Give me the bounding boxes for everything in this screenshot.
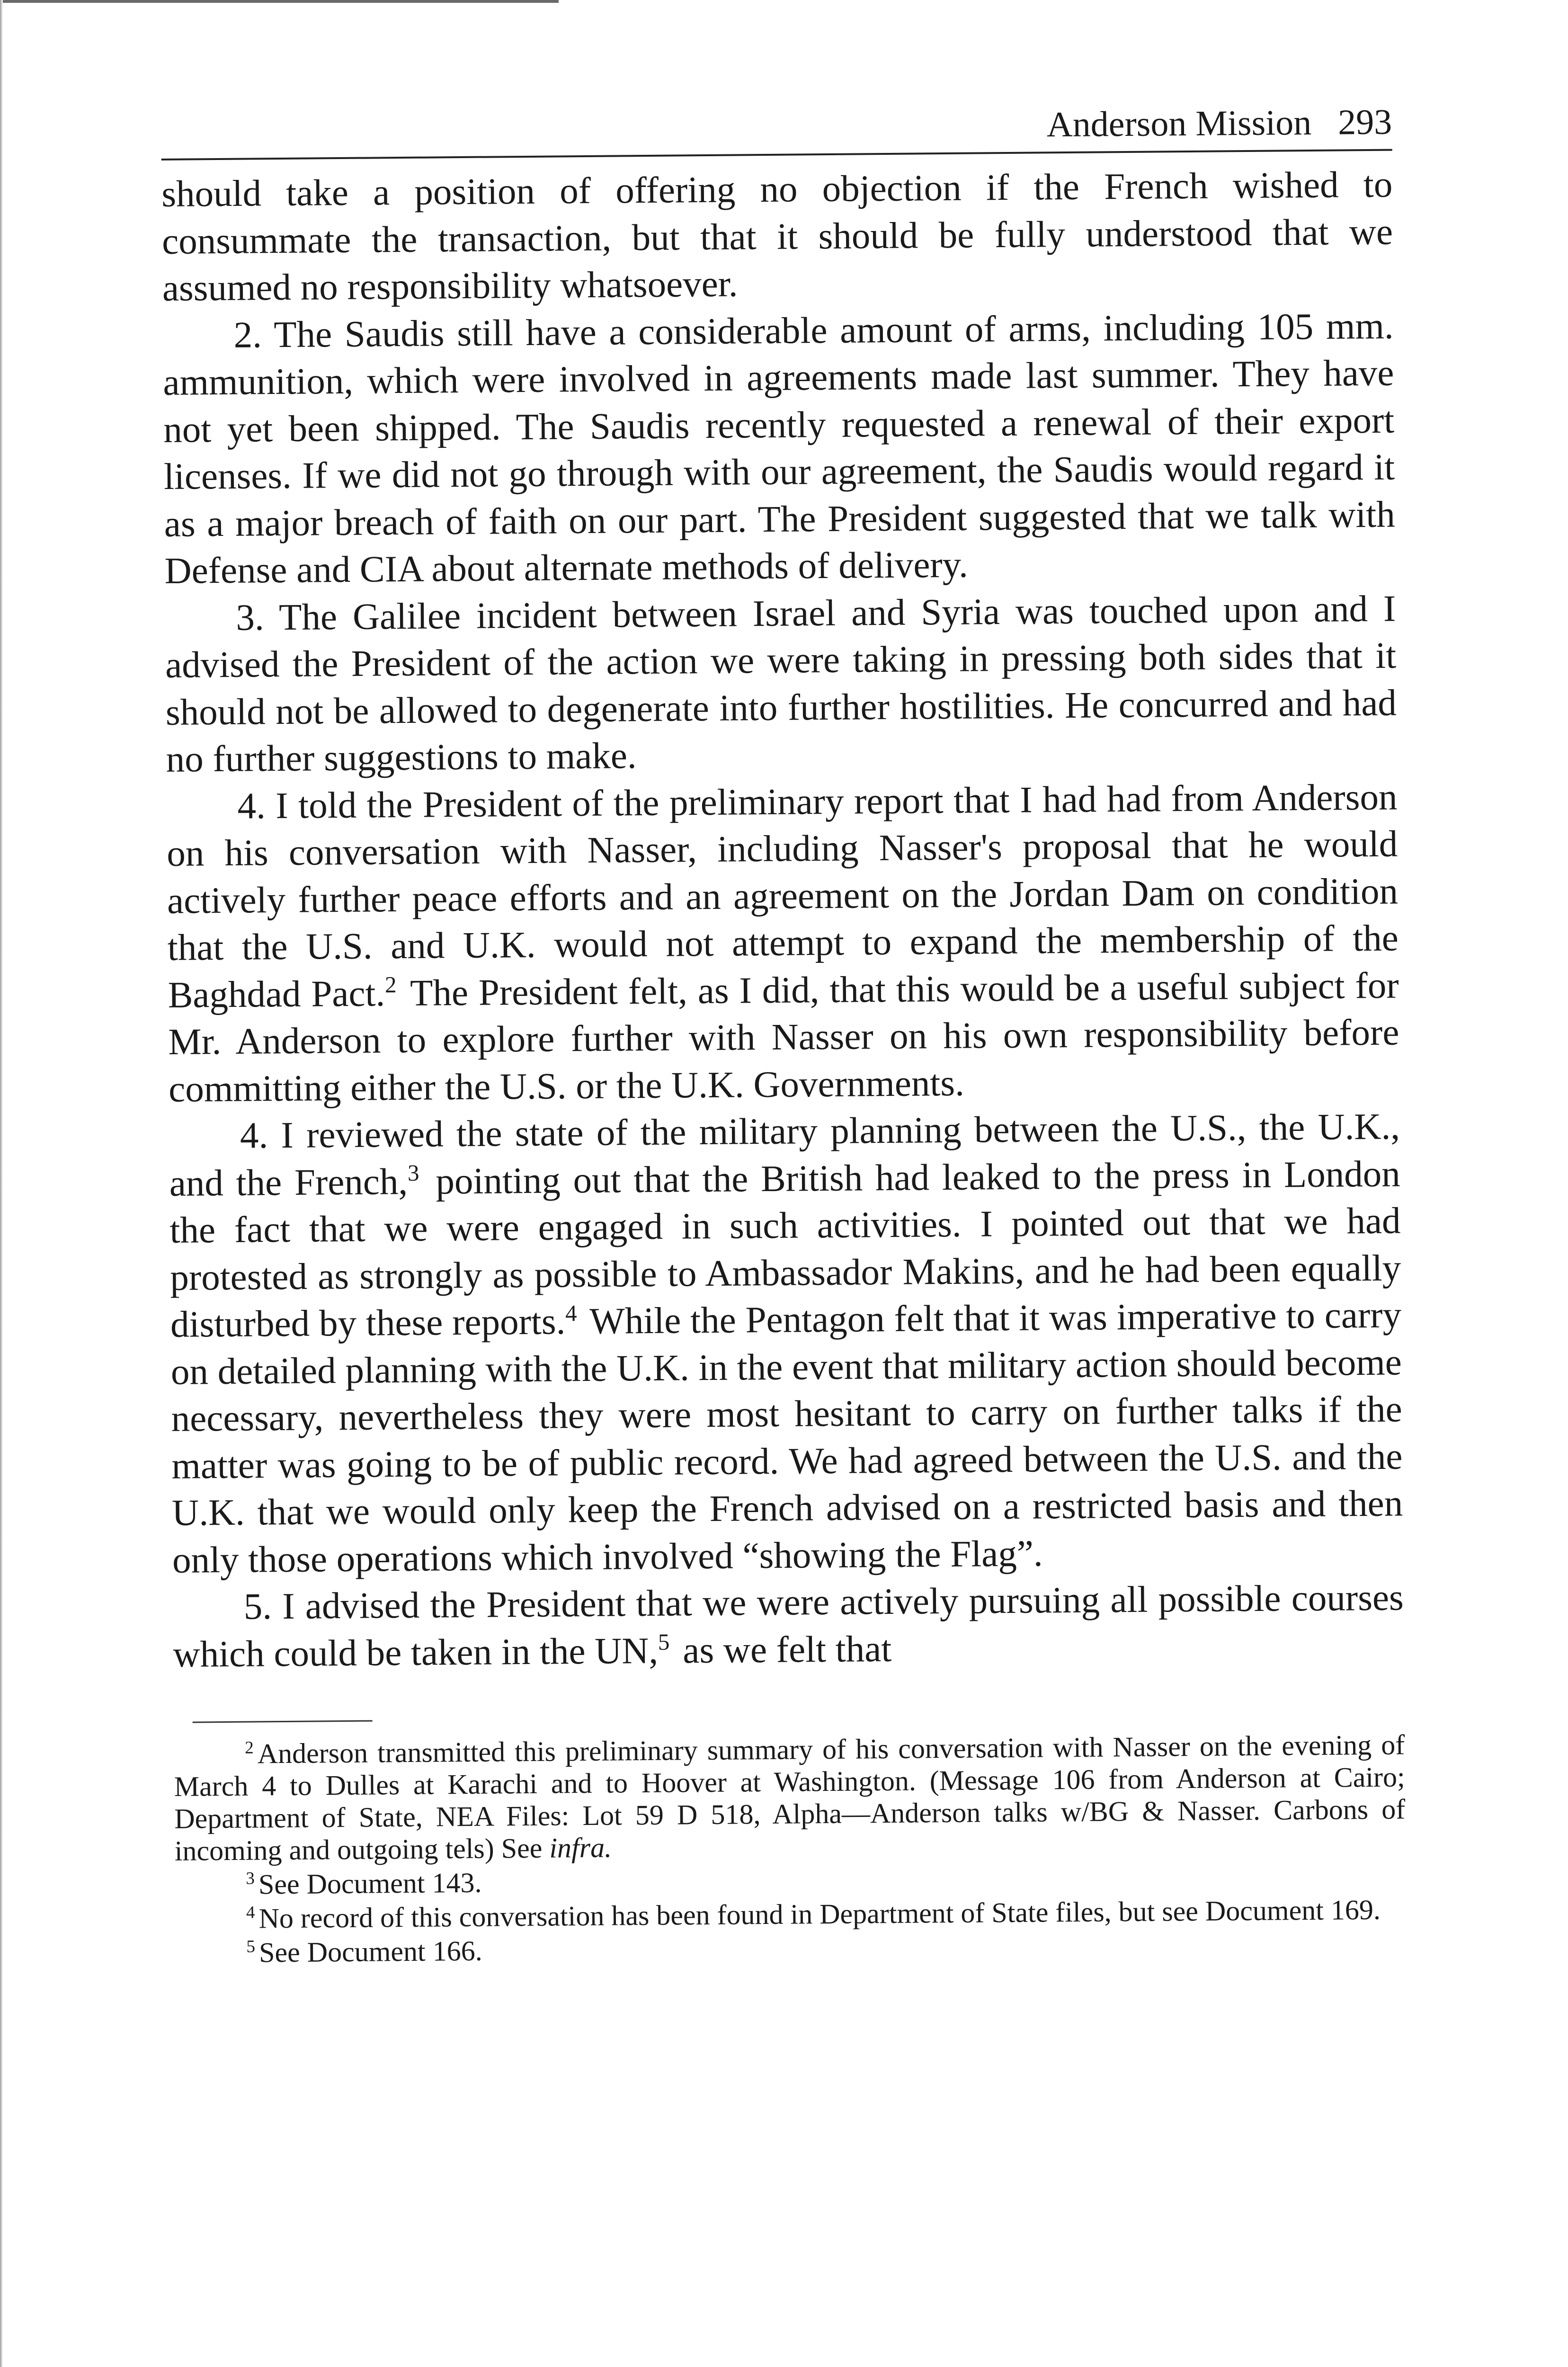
- paragraph-6-text-a: 5. I advised the President that we were actively pursuing all possible courses which could be taken in the UN,: [173, 1577, 1404, 1675]
- paragraph-6-text-b: as we felt that: [673, 1628, 892, 1672]
- paragraph-4: [166, 774, 1399, 1113]
- paragraph-4-text-a: 4. I told the President of the preliminary report that I had had from Anderson on his conversation with Nasser, including Nasser's proposal that he would actively further peace efforts and an agreement on the Jordan Dam on condition that the U.S. and U.K. would not attempt to expand the membership of the Baghdad Pact.: [166, 776, 1399, 1016]
- footnote-ref-5: 5: [658, 1628, 670, 1655]
- footnote-3-number: 3: [246, 1869, 255, 1888]
- paragraph-5-text-a: 4. I reviewed the state of the military planning between the U.S., the U.K., and the French,: [169, 1106, 1400, 1204]
- footnote-ref-4: 4: [565, 1299, 577, 1326]
- footnotes: [174, 1728, 1407, 1969]
- body-text: [161, 161, 1404, 1678]
- footnote-3-text: See Document 143.: [258, 1867, 482, 1900]
- page-number: 293: [1337, 102, 1392, 142]
- scan-top-edge: [0, 0, 559, 3]
- footnote-2-italic: infra.: [549, 1832, 612, 1864]
- running-head-title: Anderson Mission: [1046, 102, 1312, 145]
- footnote-2-text: Anderson transmitted this preliminary summary of his conversation with Nasser on the evening of March 4 to Dulles at Karachi and to Hoover at Washington. (Message 106 from Anderson at Cairo; Department of State, NEA Files: Lot 59 D 518, Alpha—Anderson talks w/BG & Nasser. Carbons of incoming and outgoing tels) See: [174, 1729, 1406, 1867]
- footnote-5-text: See Document 166.: [258, 1935, 482, 1968]
- paragraph-continued: should take a position of offering no objection if the French wished to consummate the transaction, but that it should be fully understood that we assumed no responsibility whatsoever.: [161, 164, 1393, 309]
- running-head: [161, 104, 1392, 160]
- footnote-2: [174, 1728, 1406, 1867]
- footnote-5-number: 5: [246, 1937, 256, 1957]
- paragraph-2: 2. The Saudis still have a considerable amount of arms, including 105 mm. ammunition, which were involved in agreements made last summer. They have not yet been shipped. The Saudis recently requested a renewal of their export licenses. If we did not go through with our agreement, the Saudis would regard it as a major breach of faith on our part. The President suggested that we talk with Defense and CIA about alternate methods of delivery.: [163, 305, 1396, 592]
- paragraph-5-text-b: pointing out that the British had leaked to the press in London the fact that we were engaged in such activities. I pointed out that we had protested as strongly as possible to Ambassador Makins, and he had been equally disturbed by these reports.: [169, 1153, 1401, 1345]
- paragraph-4-text-b: The President felt, as I did, that this would be a useful subject for Mr. Anderson to explore further with Nasser on his own responsibility before committing either the U.S. or the U.K. Governments.: [168, 965, 1399, 1110]
- footnote-ref-3: 3: [407, 1159, 419, 1186]
- scan-left-edge: [0, 0, 3, 2367]
- footnote-ref-2: 2: [384, 971, 397, 998]
- page: [161, 104, 1407, 1971]
- footnote-4-text: No record of this conversation has been found in Department of State files, but see Document 169.: [258, 1894, 1381, 1934]
- paragraph-6: [172, 1574, 1404, 1678]
- paragraph-5-text-c: While the Pentagon felt that it was imperative to carry on detailed planning with the U.K. in the event that military action should become necessary, nevertheless they were most hesitant to carry on further talks if the matter was going to be of public record. We had agreed between the U.S. and the U.K. that we would only keep the French advised on a restricted basis and then only those operations which involved “showing the Flag”.: [170, 1294, 1403, 1581]
- footnote-2-number: 2: [244, 1738, 254, 1758]
- footnote-divider: [193, 1720, 373, 1723]
- paragraph-3: 3. The Galilee incident between Israel and Syria was touched upon and I advised the President of the action we were taking in pressing both sides that it should not be allowed to degenerate into further hostilities. He concurred and had no further suggestions to make.: [165, 588, 1397, 780]
- paragraph-5: [169, 1103, 1404, 1584]
- footnote-4-number: 4: [246, 1903, 255, 1922]
